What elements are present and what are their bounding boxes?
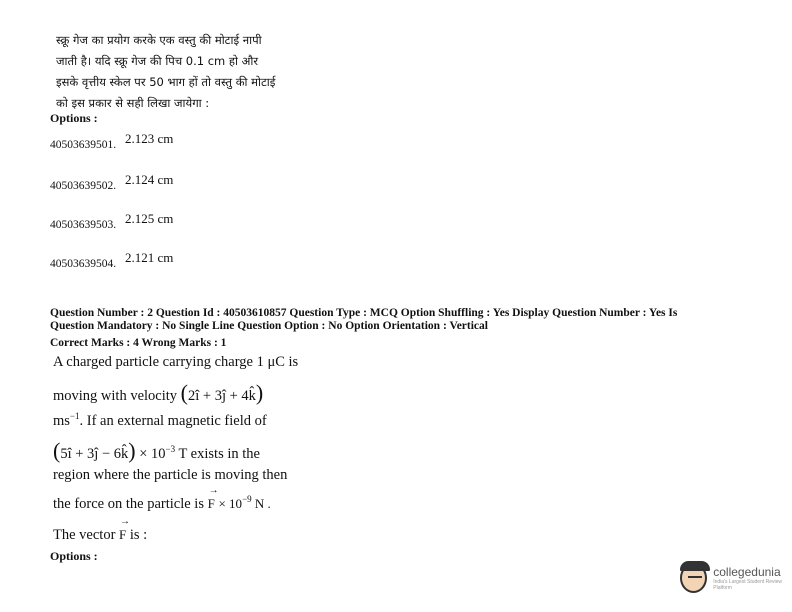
- question-body-line: region where the particle is moving then: [53, 467, 288, 483]
- question-body-line: [53, 411, 267, 430]
- question-text-line: स्क्रू गेज का प्रयोग करके एक वस्तु की मोटाई नापी: [56, 33, 262, 47]
- unit-text: ms: [53, 412, 70, 429]
- question-body-line: [53, 484, 271, 513]
- option-value: 2.125 cm: [125, 211, 174, 226]
- force-symbol: F: [207, 495, 215, 511]
- option-value: 2.123 cm: [125, 131, 174, 146]
- body-text: moving with velocity: [53, 388, 178, 404]
- question-text-line: जाती है। यदि स्क्रू गेज की पिच 0.1 cm हो और: [56, 54, 259, 68]
- question-body-line: [53, 516, 148, 544]
- body-text: The vector: [53, 527, 116, 543]
- force-vector: [119, 516, 131, 543]
- body-text: T exists in the: [175, 446, 260, 462]
- option-value: 2.121 cm: [125, 250, 174, 265]
- vector-arrow-icon: →: [208, 484, 219, 496]
- force-vector: [207, 484, 219, 512]
- vector-arrow-icon: →: [120, 516, 131, 527]
- left-paren: (: [180, 380, 188, 405]
- options-label: Options :: [50, 111, 98, 125]
- force-exponent: −9: [242, 494, 252, 504]
- question-text-line: को इस प्रकार से सही लिखा जायेगा :: [56, 96, 210, 110]
- mascot-icon: [680, 563, 707, 593]
- options-label: Options :: [50, 549, 98, 563]
- collegedunia-logo: [680, 563, 792, 593]
- question-body-line: [53, 380, 263, 406]
- question-meta-line: Question Mandatory : No Single Line Question Option : No Option Orientation : Vertical: [50, 320, 488, 332]
- field-exponent: −3: [165, 444, 176, 455]
- option-value: 2.124 cm: [125, 172, 174, 187]
- force-symbol: F: [119, 527, 127, 542]
- question-body-line: [53, 438, 260, 464]
- option-id: 40503639501.: [50, 139, 117, 151]
- question-meta-line: Question Number : 2 Question Id : 40503610857 Question Type : MCQ Option Shuffling : Yes Display Question Number : Yes Is: [50, 307, 678, 319]
- force-unit: N .: [251, 495, 271, 511]
- marks-info: Correct Marks : 4 Wrong Marks : 1: [50, 337, 227, 349]
- field-multiplier: × 10: [139, 446, 166, 462]
- force-multiplier: × 10: [218, 495, 243, 511]
- logo-text-block: [707, 565, 792, 591]
- body-text: is :: [126, 527, 148, 543]
- logo-tagline: India's Largest Student Review Platform: [713, 579, 783, 591]
- velocity-vector: 2î + 3ĵ + 4k̂: [188, 388, 256, 404]
- question-text-line: इसके वृत्तीय स्केल पर 50 भाग हों तो वस्तु की मोटाई: [56, 75, 276, 89]
- left-paren: (: [53, 438, 61, 463]
- option-id: 40503639504.: [50, 258, 117, 270]
- right-paren: ): [255, 380, 264, 405]
- body-text: . If an external magnetic field of: [79, 412, 267, 429]
- question-body-line: A charged particle carrying charge 1 μC is: [53, 354, 299, 370]
- body-text: the force on the particle is: [53, 495, 204, 512]
- right-paren: ): [128, 438, 136, 463]
- logo-name: collegedunia: [713, 565, 781, 579]
- field-vector: 5î + 3ĵ − 6k̂: [60, 446, 129, 462]
- unit-exponent: −1: [69, 411, 80, 421]
- option-id: 40503639503.: [50, 219, 117, 231]
- option-id: 40503639502.: [50, 180, 117, 192]
